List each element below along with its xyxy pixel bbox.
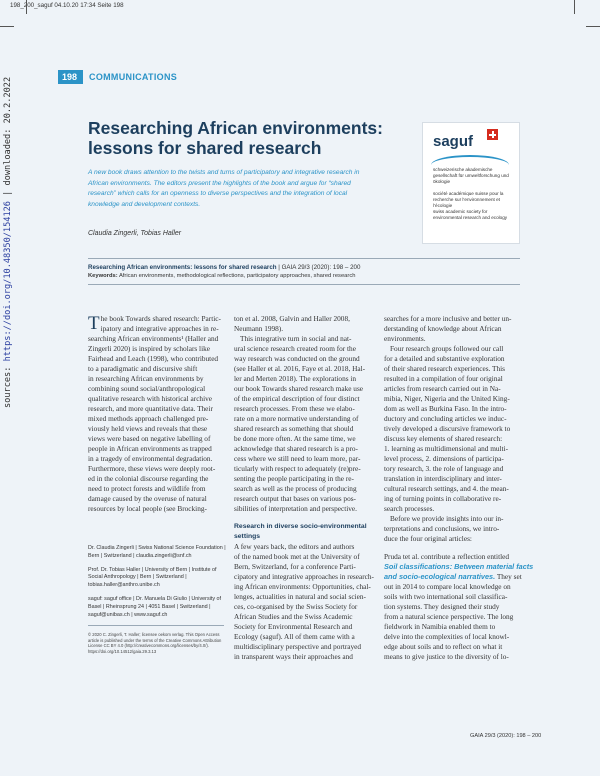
body-line: ed in the colonial discourse regarding the bbox=[88, 474, 209, 483]
body-line: ces, co-organised by the Swiss Society for bbox=[234, 602, 358, 611]
body-line: soils with two international soil classifica- bbox=[384, 592, 508, 601]
crop-mark bbox=[574, 0, 575, 14]
body-line: need to protect forests and wildlife from bbox=[88, 484, 206, 493]
logo-line: sur l’environnement et l’écologie bbox=[433, 197, 500, 208]
body-line: research processes. From these we elabo- bbox=[234, 404, 355, 413]
body-line: cess where we still need to learn more, par- bbox=[234, 454, 361, 463]
body-line: Furthermore, these views were deeply root- bbox=[88, 464, 216, 473]
body-line: searching African environments¹ (Haller and bbox=[88, 334, 219, 343]
license-line: This Open Access article is published under the terms bbox=[88, 631, 220, 643]
body-line: be done more often. At the same time, we bbox=[234, 434, 356, 443]
body-line: in a tragedy of environmental degradation. bbox=[88, 454, 213, 463]
abstract-line: an openness to diverse perspectives and the integration of local knowledge bbox=[88, 190, 348, 208]
logo-wordmark: saguf bbox=[433, 133, 474, 150]
body-line: in researching African environments by bbox=[88, 374, 204, 383]
article-title: Researching African environments: lessons for shared research bbox=[88, 118, 383, 158]
body-line: mixed methods approach challenged pre- bbox=[88, 414, 209, 423]
body-line: from a natural science perspective. The long bbox=[384, 612, 514, 621]
body-line: dom as well as Burkina Faso. In the intro- bbox=[384, 404, 507, 413]
body-line: way research was conducted on the ground bbox=[234, 354, 360, 363]
body-line: terpretations and conclusions, we intro- bbox=[384, 524, 500, 533]
abstract bbox=[88, 168, 378, 210]
body-column-2 bbox=[234, 314, 376, 662]
contact-block bbox=[88, 567, 228, 590]
body-line: ipatory and integrative approaches in re- bbox=[100, 324, 219, 333]
body-line: shared research as something that should bbox=[234, 424, 354, 433]
body-line: research output that bases on various pos- bbox=[234, 494, 356, 503]
logo-line: environmental research and ecology bbox=[433, 215, 508, 220]
abstract-line: and development contexts. bbox=[121, 200, 201, 208]
body-line: level process, 2. dimensions of participa- bbox=[384, 454, 504, 463]
license-link[interactable]: (http://creativecommons.org/licenses/by/4.0/). bbox=[124, 643, 209, 649]
saguf-logo bbox=[422, 122, 520, 244]
body-column-3 bbox=[384, 314, 534, 662]
subheading: settings bbox=[234, 533, 261, 540]
doi-link[interactable]: https://doi.org/10.14512/gaia.29.3.13 bbox=[88, 648, 157, 654]
swiss-cross-icon bbox=[487, 129, 498, 140]
body-line: environments. bbox=[384, 334, 426, 343]
body-line: tion systems. They designed their study bbox=[384, 602, 500, 611]
body-line: ler and Merten 2018). The explorations in bbox=[234, 374, 357, 383]
authors: Claudia Zingerli, Tobias Haller bbox=[88, 230, 182, 237]
logo-text-en bbox=[433, 209, 515, 221]
body-line: lenges, actualities in natural and social scien- bbox=[234, 592, 366, 601]
body-line: ductory and concluding articles we induc- bbox=[384, 414, 507, 423]
body-line: tory research, 3. the role of language and bbox=[384, 464, 504, 473]
logo-line: swiss academic society for bbox=[433, 209, 488, 214]
drop-cap: T bbox=[88, 313, 100, 334]
logo-line: gesellschaft für bbox=[433, 173, 464, 178]
body-line: delve into the complexities of local knowl- bbox=[384, 632, 510, 641]
body-line: cultural research settings, and 4. the mean- bbox=[384, 484, 509, 493]
print-slug: 198_200_saguf 04.10.20 17:34 Seite 198 bbox=[10, 2, 124, 9]
body-line: tively developed a discursive framework to bbox=[384, 424, 511, 433]
body-line: views were based on negative labelling of bbox=[88, 434, 211, 443]
reference-line bbox=[88, 264, 360, 271]
body-line: mibia, Niger, Nigeria and the United King- bbox=[384, 394, 510, 403]
body-line: Four research groups followed our call bbox=[390, 344, 504, 353]
body-line: senting the people participating in the re- bbox=[234, 474, 354, 483]
abstract-line: the highlights of the book and argue for “shared research” which calls for bbox=[88, 179, 351, 198]
stamp-prefix: sources: bbox=[3, 361, 13, 408]
body-line: African Studies and the Swiss Academic bbox=[234, 612, 353, 621]
body-line: people in African environments as trapped bbox=[88, 444, 212, 453]
body-line: (see Haller et al. 2016, Faye et al. 2018, Hal- bbox=[234, 364, 366, 373]
body-line: research, and more quantitative data. Their bbox=[88, 404, 213, 413]
body-line: This integrative turn in social and nat- bbox=[240, 334, 352, 343]
divider bbox=[88, 284, 520, 285]
stamp-suffix: | downloaded: 20.2.2022 bbox=[3, 76, 13, 202]
logo-line: schweizerische akademische bbox=[433, 167, 493, 172]
body-line: They set bbox=[495, 572, 522, 581]
logo-text-fr bbox=[433, 191, 515, 209]
logo-line: société académique suisse pour la recherche bbox=[433, 191, 504, 202]
body-line: qualitative research with historical archive bbox=[88, 394, 212, 403]
article-reference-title: Soil classifications: Between material facts bbox=[384, 562, 534, 571]
body-line: discuss key elements of shared research: bbox=[384, 434, 503, 443]
keywords-text: African environments, methodological reflections, participatory approaches, shared research bbox=[118, 273, 356, 279]
body-line: acknowledge that shared research is a pro- bbox=[234, 444, 358, 453]
body-line: translation in interdisciplinary and inter- bbox=[384, 474, 502, 483]
body-line: Fairhead and Leach (1998), who contributed bbox=[88, 354, 219, 363]
body-line: means to give justice to the diversity of lo- bbox=[384, 652, 509, 661]
body-line: of the named book met at the University of bbox=[234, 552, 360, 561]
body-line: articles from research carried out in Na- bbox=[384, 384, 501, 393]
contact-line: Dr. Claudia Zingerli | Swiss National Science bbox=[88, 545, 195, 551]
author-contacts bbox=[88, 545, 228, 654]
logo-arc bbox=[431, 155, 509, 165]
body-line: of the empirical description of four distinct bbox=[234, 394, 360, 403]
contact-line[interactable]: Switzerland | tobias.haller@anthro.unibe.ch bbox=[88, 574, 187, 589]
body-line: ing African environments: Opportunities, chal- bbox=[234, 582, 371, 591]
contact-block bbox=[88, 545, 228, 561]
body-line: resulted in a compilation of four original bbox=[384, 374, 503, 383]
body-line: Society for Environmental Research and bbox=[234, 622, 353, 631]
body-line: he book Towards shared research: Partic- bbox=[100, 314, 221, 323]
body-line: A few years back, the editors and authors bbox=[234, 542, 355, 551]
body-line: edge about soils and to reflect on what it bbox=[384, 642, 503, 651]
contact-line: University of Basel | Rheinsprung 24 | bbox=[88, 595, 222, 610]
page-number: 198 bbox=[58, 70, 83, 84]
article-reference-title: and socio-ecological narratives. bbox=[384, 572, 496, 581]
body-line: ticularly with respect to adequately (re)pre- bbox=[234, 464, 361, 473]
body-line: Bern, Switzerland, for a conference Parti- bbox=[234, 562, 356, 571]
body-line: search processes. bbox=[384, 504, 435, 513]
body-line: viously held views and reveals that these bbox=[88, 424, 208, 433]
body-line: Neumann 1998). bbox=[234, 324, 284, 333]
crop-mark bbox=[26, 0, 27, 14]
page-footer: GAIA 29/3 (2020): 198 – 200 bbox=[470, 733, 542, 739]
body-line: ton et al. 2008, Galvin and Haller 2008, bbox=[234, 314, 350, 323]
section-header bbox=[58, 70, 177, 84]
body-line: Before we provide insights into our in- bbox=[390, 514, 504, 523]
body-line: Ecology (saguf). All of them came with a bbox=[234, 632, 355, 641]
body-line: resources by local people (see Brocking- bbox=[88, 504, 207, 513]
keywords bbox=[88, 273, 355, 279]
logo-text-de bbox=[433, 167, 515, 185]
body-line: for a detailed and substantive exploration bbox=[384, 354, 505, 363]
body-line: derstanding of knowledge about African bbox=[384, 324, 502, 333]
body-line: Pruda tet al. contribute a reflection entitled bbox=[384, 552, 510, 561]
body-line: search as well as the process of producing bbox=[234, 484, 357, 493]
body-line: in transparent ways their approaches and bbox=[234, 652, 353, 661]
reference-meta: | GAIA 29/3 (2020): 198 – 200 bbox=[278, 264, 361, 271]
contact-line: Prof. Dr. Tobias Haller | University of Bern | bbox=[88, 566, 191, 573]
source-doi-link[interactable]: https://doi.org/10.48350/154126 bbox=[3, 201, 13, 362]
contact-line: Foundation | Bern | Switzerland | bbox=[88, 545, 226, 559]
body-line: ing of turning points in collaborative re- bbox=[384, 494, 502, 503]
abstract-line: integrative research in African environments. The editors present bbox=[88, 169, 360, 187]
license-line: of the Creative Commons Attribution License CC BY 4.0 bbox=[88, 637, 222, 649]
body-line: our book Towards shared research make use bbox=[234, 384, 364, 393]
section-label: COMMUNICATIONS bbox=[89, 72, 178, 82]
body-line: cipatory and integrative approaches in research- bbox=[234, 572, 374, 581]
reference-title: Researching African environments: lessons for shared research bbox=[88, 264, 277, 271]
body-line: 1. learning as multidimensional and multi- bbox=[384, 444, 509, 453]
body-line: combining sound social/anthropological bbox=[88, 384, 206, 393]
body-line: multidisciplinary perspective and portrayed bbox=[234, 642, 362, 651]
license-note bbox=[88, 632, 228, 654]
body-line: rate on a more normative understanding of bbox=[234, 414, 359, 423]
keywords-label: Keywords: bbox=[88, 273, 118, 279]
body-line: of their shared research experiences. This bbox=[384, 364, 506, 373]
body-line: out in 2014 to compare local knowledge on bbox=[384, 582, 511, 591]
contact-line[interactable]: claudia.zingerli@snf.ch bbox=[136, 552, 192, 559]
contact-line[interactable]: 4051 Basel | Switzerland | saguf@unibas.ch | bbox=[88, 603, 211, 618]
crop-mark bbox=[0, 26, 14, 27]
subheading: Research in diverse socio-environmental bbox=[234, 523, 367, 530]
contact-line: Institute of Social Anthropology | Bern | bbox=[88, 566, 217, 581]
body-line: Zingerli 2020) is inspired by scholars like bbox=[88, 344, 210, 353]
body-line: ural science research created room for the bbox=[234, 344, 356, 353]
abstract-line: A new book draws attention to the twists and turns of participatory and bbox=[88, 169, 293, 176]
body-line: duce the four original articles: bbox=[384, 534, 472, 543]
divider bbox=[88, 258, 520, 259]
logo-line: umweltforschung und ökologie bbox=[433, 173, 509, 184]
body-column-1 bbox=[88, 314, 230, 514]
contact-block bbox=[88, 596, 228, 619]
contact-line[interactable]: www.saguf.ch bbox=[134, 611, 168, 618]
crop-mark bbox=[586, 26, 600, 27]
body-line: fieldwork in Namibia enabled them to bbox=[384, 622, 496, 631]
license-line: © 2020 C. Zingerli, T. Haller; licensee oekom verlag. bbox=[88, 631, 185, 637]
download-stamp bbox=[3, 78, 13, 408]
body-line: sibilities of interpretation and perspective. bbox=[234, 504, 357, 513]
body-line: searches for a more inclusive and better un- bbox=[384, 314, 512, 323]
divider bbox=[88, 625, 224, 626]
body-line: to a paradigmatic and discursive shift bbox=[88, 364, 198, 373]
body-line: damage caused by the overuse of natural bbox=[88, 494, 207, 503]
contact-line: saguf: saguf office | Dr. Manuela Di Giulio | bbox=[88, 595, 190, 602]
